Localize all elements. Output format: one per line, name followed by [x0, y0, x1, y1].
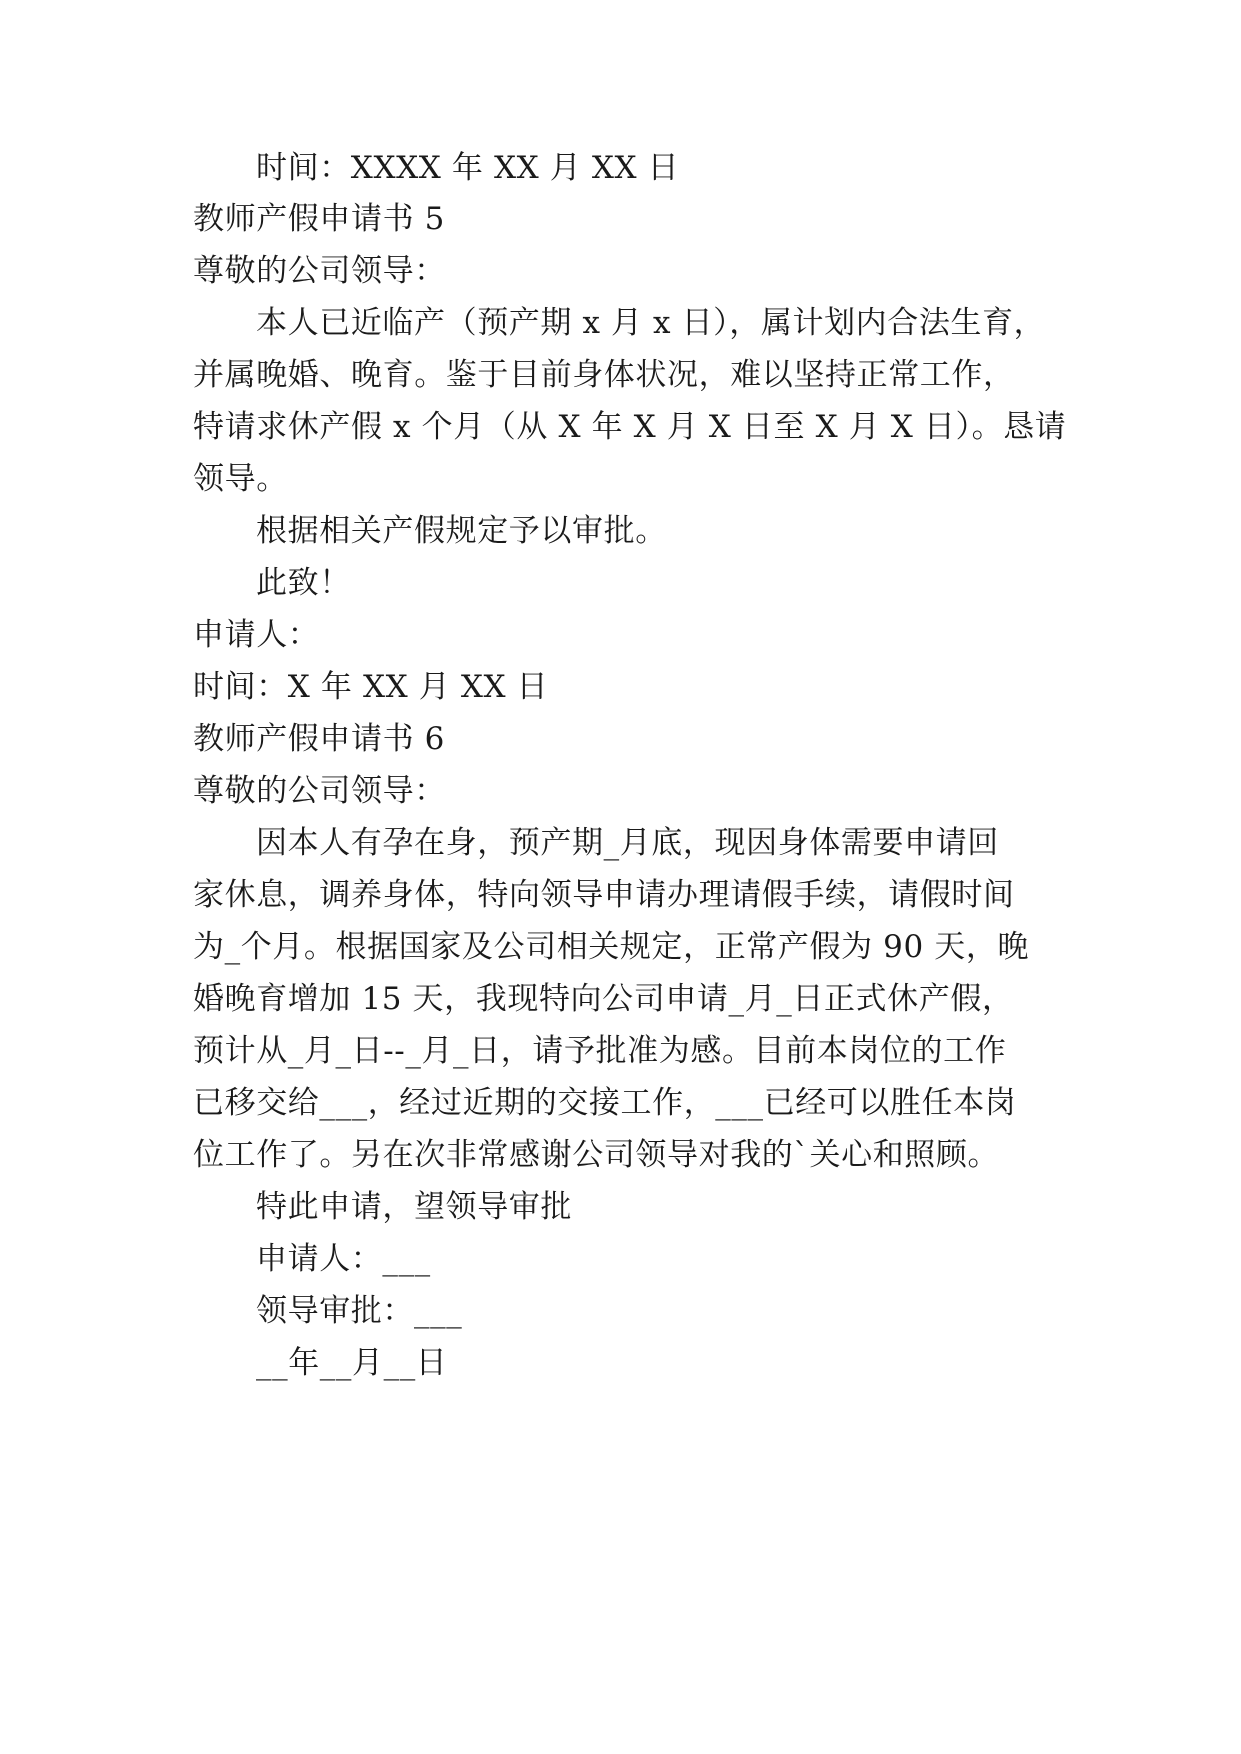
- body-line: 婚晚育增加 15 天，我现特向公司申请_月_日正式休产假，: [193, 981, 1014, 1017]
- salutation: 尊敬的公司领导：: [193, 253, 446, 289]
- approval-line: 领导审批：___: [256, 1293, 463, 1329]
- date-line: __年__月__日: [256, 1345, 448, 1381]
- salutation: 尊敬的公司领导：: [193, 773, 446, 809]
- time-line: 时间：XXXX 年 XX 月 XX 日: [256, 150, 680, 186]
- section-title-5: 教师产假申请书 5: [193, 201, 445, 237]
- body-line: 已移交给___，经过近期的交接工作，___已经可以胜任本岗: [193, 1085, 1017, 1121]
- body-line: 根据相关产假规定予以审批。: [256, 513, 667, 549]
- body-line: 为_个月。根据国家及公司相关规定，正常产假为 90 天，晚: [193, 929, 1030, 965]
- section-title-6: 教师产假申请书 6: [193, 721, 445, 757]
- applicant-line: 申请人：: [193, 617, 320, 653]
- body-line: 本人已近临产（预产期 x 月 x 日），属计划内合法生育，: [256, 305, 1046, 341]
- body-line: 预计从_月_日--_月_日，请予批准为感。目前本岗位的工作: [193, 1033, 1007, 1069]
- closing-line: 此致！: [256, 565, 351, 601]
- time-line: 时间：X 年 XX 月 XX 日: [193, 669, 549, 705]
- applicant-line: 申请人：___: [256, 1241, 431, 1277]
- body-line: 家休息，调养身体，特向领导申请办理请假手续，请假时间: [193, 877, 1015, 913]
- body-line: 并属晚婚、晚育。鉴于目前身体状况，难以坚持正常工作，: [193, 357, 1015, 393]
- body-line: 领导。: [193, 461, 288, 497]
- closing-line: 特此申请，望领导审批: [256, 1189, 572, 1225]
- body-line: 特请求休产假 x 个月（从 X 年 X 月 X 日至 X 月 X 日）。恳请: [193, 409, 1067, 445]
- body-line: 位工作了。另在次非常感谢公司领导对我的`关心和照顾。: [193, 1137, 1000, 1173]
- body-line: 因本人有孕在身，预产期_月底，现因身体需要申请回: [256, 825, 999, 861]
